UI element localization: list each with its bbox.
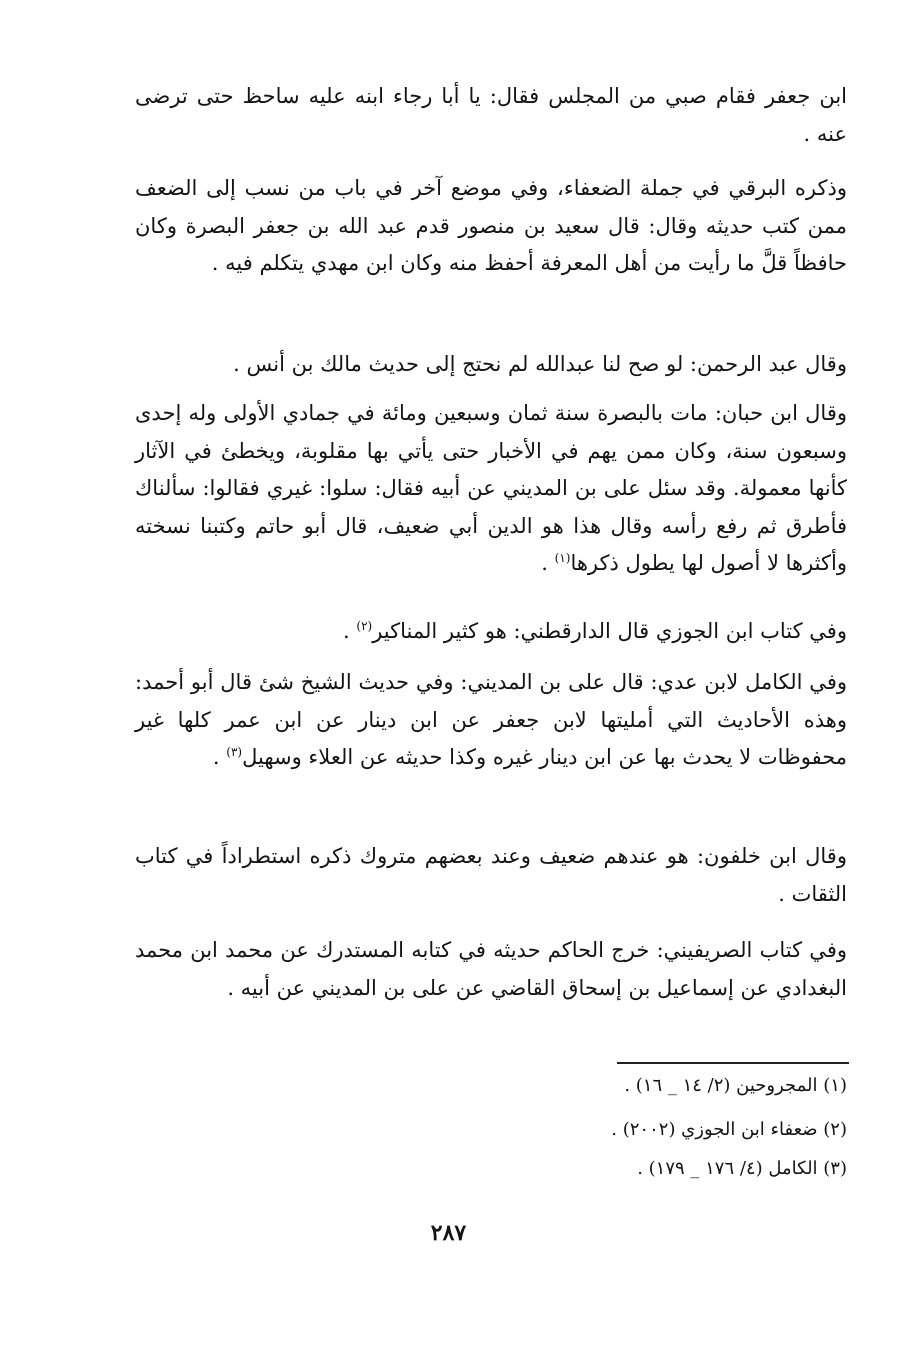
footnote-ref-3: (٣)	[226, 745, 243, 759]
paragraph-7: وقال ابن خلفون: هو عندهم ضعيف وعند بعضهم متروك ذكره استطراداً في كتاب الثقات .	[135, 844, 847, 906]
footnote-3: (٣) الكامل (٤/ ١٧٦ _ ١٧٩) .	[637, 1158, 847, 1179]
page-number: ٢٨٧	[430, 1220, 467, 1246]
footnote-2: (٢) ضعفاء ابن الجوزي (٢٠٠٢) .	[611, 1119, 847, 1140]
paragraph-3: وقال عبد الرحمن: لو صح لنا عبدالله لم نحتج إلى حديث مالك بن أنس .	[233, 352, 847, 376]
paragraph-2: وذكره البرقي في جملة الضعفاء، وفي موضع آخر في باب من نسب إلى الضعف ممن كتب حديثه وقال: قال سعيد بن منصور قدم عبد الله بن جعفر البصرة وكان حافظاً قلَّ ما رأيت من أهل المعرفة أحفظ منه وكان ابن مهدي يتكلم فيه .	[135, 176, 847, 275]
paragraph-4-tail: .	[541, 551, 555, 575]
footnote-1: (١) المجروحين (٢/ ١٤ _ ١٦) .	[624, 1075, 847, 1096]
footnote-ref-2: (٢)	[356, 619, 373, 633]
footnote-separator	[617, 1062, 849, 1064]
paragraph-4	[135, 395, 847, 583]
paragraph-4-text: وقال ابن حبان: مات بالبصرة سنة ثمان وسبعين ومائة في جمادي الأولى وله إحدى وسبعون سنة، وكان ممن يهم في الأخبار حتى يأتي بها مقلوبة، ويخطئ في الآثار كأنها معمولة. وقد سئل على بن المديني عن أبيه فقال: سلوا: غيري فقالوا: سألناك فأطرق ثم رفع رأسه وقال هذا هو الدين أبي ضعيف، قال أبو حاتم وكتبنا نسخته وأكثرها لا أصول لها يطول ذكرها	[135, 401, 847, 575]
paragraph-8: وفي كتاب الصريفيني: خرج الحاكم حديثه في كتابه المستدرك عن محمد ابن محمد البغدادي عن إسماعيل بن إسحاق القاضي عن على بن المديني عن أبيه .	[135, 938, 847, 1000]
paragraph-5-text: وفي كتاب ابن الجوزي قال الدارقطني: هو كثير المناكير	[372, 619, 847, 643]
footnote-ref-1: (١)	[554, 551, 571, 565]
paragraph-6-tail: .	[212, 745, 227, 769]
paragraph-1: ابن جعفر فقام صبي من المجلس فقال: يا أبا رجاء ابنه عليه ساحظ حتى ترضى عنه .	[135, 84, 847, 146]
paragraph-6	[135, 664, 847, 777]
paragraph-6-text: وفي الكامل لابن عدي: قال على بن المديني: وفي حديث الشيخ شئ قال أبو أحمد: وهذه الأحاديث التي أمليتها لابن جعفر عن ابن دينار عن ابن عمر كلها غير محفوظات لا يحدث بها عن ابن دينار غيره وكذا حديثه عن العلاء وسهيل	[135, 670, 847, 769]
paragraph-5	[135, 613, 847, 651]
paragraph-5-tail: .	[343, 619, 357, 643]
